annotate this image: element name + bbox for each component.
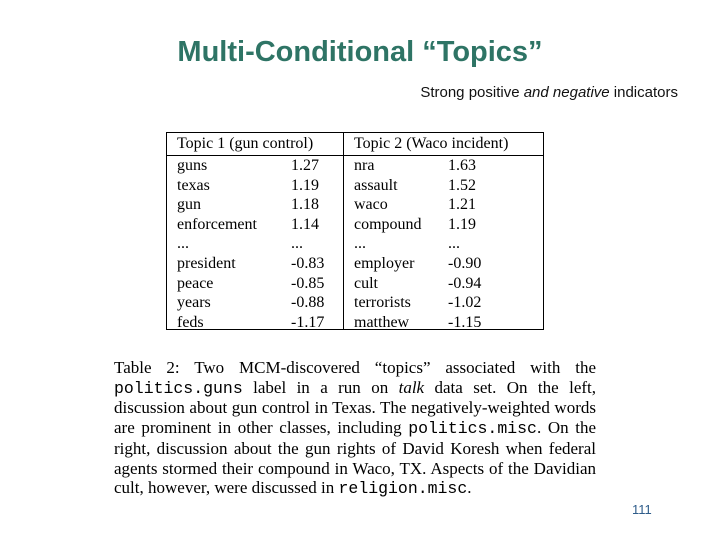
caption-text-2: label in a run on [242, 377, 399, 397]
word-cell: nra [354, 157, 375, 174]
topic1-rows [167, 156, 343, 332]
word-cell: gun [177, 196, 201, 214]
table-row [344, 293, 543, 313]
table-row [167, 176, 343, 196]
table-row [344, 274, 543, 294]
table-row [167, 274, 343, 294]
table-row [344, 313, 543, 333]
table-row [344, 195, 543, 215]
value-cell: 1.52 [448, 176, 476, 194]
caption-text-4: . On the right, discussion about the gun rights of David Koresh when federal agents stormed their compound in Waco, TX. Aspects of the Davidian cult, however, were discussed in [114, 418, 597, 498]
table-row [344, 156, 543, 176]
value-cell: 1.19 [291, 176, 319, 194]
subtitle-part2: indicators [609, 84, 678, 101]
table-row [344, 215, 543, 235]
word-cell: matthew [354, 313, 410, 331]
caption-text-5: . [467, 478, 472, 498]
value-cell: ... [448, 235, 460, 253]
word-cell: waco [354, 196, 388, 214]
value-cell: 1.27 [291, 157, 319, 174]
value-cell: ... [291, 235, 303, 253]
value-cell: -0.90 [448, 254, 482, 272]
topic2-column [344, 133, 543, 329]
word-cell: guns [177, 157, 208, 174]
topics-table [166, 132, 544, 330]
table-row [167, 195, 343, 215]
slide-title: Multi-Conditional “Topics” [177, 36, 543, 68]
value-cell: -0.85 [291, 274, 325, 292]
table-row [344, 234, 543, 254]
topic1-column [167, 133, 343, 329]
subtitle-emphasis: and negative [523, 84, 610, 101]
word-cell: texas [177, 176, 210, 194]
word-cell: feds [177, 313, 204, 331]
table-row [167, 234, 343, 254]
table-row [344, 176, 543, 196]
topic2-header: Topic 2 (Waco incident) [344, 133, 543, 156]
value-cell: -1.02 [448, 294, 482, 312]
topic1-header: Topic 1 (gun control) [167, 133, 343, 156]
caption-text-3: data set. On the left, discussion about gun control in Texas. The negatively-weighted words are prominent in other classes, including [114, 377, 597, 438]
value-cell: -1.17 [291, 313, 325, 331]
caption-text-1: Table 2: Two MCM-discovered “topics” associated with the [114, 358, 596, 377]
value-cell: 1.14 [291, 215, 319, 233]
subtitle-part1: Strong positive [420, 84, 524, 101]
word-cell: terrorists [354, 294, 411, 312]
table-caption [114, 358, 596, 499]
table-row [167, 313, 343, 333]
word-cell: ... [177, 235, 189, 253]
word-cell: employer [354, 254, 415, 272]
word-cell: president [177, 254, 236, 272]
word-cell: assault [354, 176, 398, 194]
word-cell: cult [354, 274, 378, 292]
table-row [344, 254, 543, 274]
value-cell: 1.18 [291, 196, 319, 214]
table-row [167, 156, 343, 176]
value-cell: 1.19 [448, 215, 476, 233]
value-cell: -0.88 [291, 294, 325, 312]
table-row [167, 215, 343, 235]
topic2-rows [344, 156, 543, 332]
word-cell: compound [354, 215, 422, 233]
value-cell: -0.94 [448, 274, 482, 292]
table-row [167, 293, 343, 313]
value-cell: -1.15 [448, 313, 482, 331]
caption-label-politics-guns: politics.guns [114, 378, 243, 398]
value-cell: -0.83 [291, 254, 325, 272]
value-cell: 1.21 [448, 196, 476, 214]
caption-label-religion-misc: religion.misc [338, 479, 468, 499]
word-cell: years [177, 294, 211, 312]
word-cell: peace [177, 274, 214, 292]
word-cell: enforcement [177, 215, 257, 233]
caption-label-politics-misc: politics.misc [408, 419, 537, 439]
table-row [167, 254, 343, 274]
slide-subtitle [420, 84, 678, 101]
caption-emphasis-talk: talk [398, 377, 425, 397]
word-cell: ... [354, 235, 366, 253]
page-number: 111 [632, 502, 652, 517]
value-cell: 1.63 [448, 157, 476, 174]
